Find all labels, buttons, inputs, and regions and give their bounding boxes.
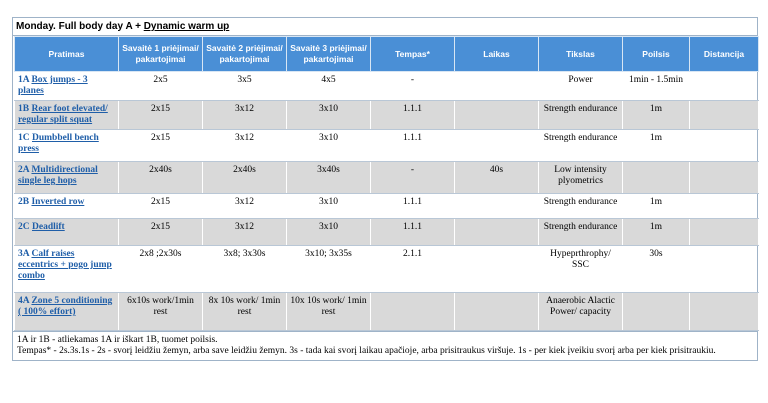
- cell-rest: 1m: [623, 194, 690, 219]
- cell-distance: [690, 72, 759, 101]
- cell-tempo: -: [371, 162, 455, 194]
- cell-week-1: 2x40s: [119, 162, 203, 194]
- header-time: Laikas: [455, 37, 539, 72]
- exercise-code: 2A: [18, 165, 32, 175]
- exercise-code: 1A: [18, 75, 32, 85]
- cell-goal: Strength endurance: [539, 219, 623, 246]
- cell-week-3: 3x10: [287, 194, 371, 219]
- cell-rest: 30s: [623, 246, 690, 293]
- exercise-cell: [15, 293, 119, 331]
- exercise-code: 4A: [18, 296, 32, 306]
- cell-week-3: 4x5: [287, 72, 371, 101]
- cell-week-2: 2x40s: [203, 162, 287, 194]
- exercise-cell: [15, 72, 119, 101]
- header-tempo: Tempas*: [371, 37, 455, 72]
- cell-week-2: 3x5: [203, 72, 287, 101]
- exercise-cell: [15, 162, 119, 194]
- cell-goal: Strength endurance: [539, 194, 623, 219]
- cell-rest: 1m: [623, 130, 690, 162]
- cell-tempo: 1.1.1: [371, 194, 455, 219]
- exercise-cell: [15, 130, 119, 162]
- cell-week-1: 2x15: [119, 101, 203, 130]
- exercise-cell: [15, 246, 119, 293]
- cell-week-3: 3x10; 3x35s: [287, 246, 371, 293]
- cell-week-1: 2x5: [119, 72, 203, 101]
- cell-rest: [623, 293, 690, 331]
- cell-goal: Low intensity plyometrics: [539, 162, 623, 194]
- exercise-link[interactable]: Calf raises eccentrics + pogo jump combo: [18, 249, 112, 281]
- cell-distance: [690, 101, 759, 130]
- cell-tempo: 1.1.1: [371, 101, 455, 130]
- cell-week-2: 8x 10s work/ 1min rest: [203, 293, 287, 331]
- title-prefix: Monday. Full body day A +: [16, 21, 144, 32]
- cell-week-1: 2x8 ;2x30s: [119, 246, 203, 293]
- exercise-code: 3A: [18, 249, 32, 259]
- cell-week-3: 3x10: [287, 130, 371, 162]
- cell-tempo: 1.1.1: [371, 219, 455, 246]
- cell-time: [455, 293, 539, 331]
- table-row: [15, 219, 759, 246]
- notes: [13, 331, 757, 360]
- cell-week-3: 10x 10s work/ 1min rest: [287, 293, 371, 331]
- header-rest: Poilsis: [623, 37, 690, 72]
- note-superset: 1A ir 1B - atliekamas 1A ir iškart 1B, tuomet poilsis.: [17, 335, 218, 345]
- exercise-link[interactable]: Deadlift: [32, 222, 65, 232]
- warmup-link[interactable]: Dynamic warm up: [143, 21, 230, 32]
- header-week-1: Savaitė 1 priėjimai/ pakartojimai: [119, 37, 203, 72]
- header-exercise: Pratimas: [15, 37, 119, 72]
- table-row: [15, 246, 759, 293]
- cell-goal: Hypeprthrophy/ SSC: [539, 246, 623, 293]
- exercise-code: 2B: [18, 197, 32, 207]
- table-row: [15, 72, 759, 101]
- cell-week-1: 2x15: [119, 130, 203, 162]
- cell-rest: 1m: [623, 219, 690, 246]
- cell-goal: Power: [539, 72, 623, 101]
- exercise-code: 2C: [18, 222, 32, 232]
- header-week-3: Savaitė 3 priėjimai/ pakartojimai: [287, 37, 371, 72]
- exercise-link[interactable]: Multidirectional single leg hops: [18, 165, 98, 186]
- table-row: [15, 293, 759, 331]
- cell-week-2: 3x12: [203, 194, 287, 219]
- cell-time: [455, 101, 539, 130]
- cell-week-2: 3x12: [203, 101, 287, 130]
- cell-tempo: 1.1.1: [371, 130, 455, 162]
- cell-tempo: -: [371, 72, 455, 101]
- exercise-cell: [15, 194, 119, 219]
- cell-distance: [690, 293, 759, 331]
- exercise-link[interactable]: Dumbbell bench press: [18, 133, 99, 154]
- cell-tempo: [371, 293, 455, 331]
- workout-table-container: [12, 17, 758, 361]
- cell-distance: [690, 130, 759, 162]
- exercise-code: 1C: [18, 133, 32, 143]
- note-tempo: Tempas* - 2s.3s.1s - 2s - svorį leidžiu žemyn, arba save leidžiu žemyn. 3s - tada kai svorį laikau apačioje, arba prisitraukus viršuje. 1s - per kiek įveikiu svorį arba per kiek prisitraukiu.: [17, 346, 716, 356]
- cell-distance: [690, 162, 759, 194]
- cell-time: [455, 72, 539, 101]
- cell-week-1: 2x15: [119, 194, 203, 219]
- cell-time: [455, 219, 539, 246]
- cell-rest: [623, 162, 690, 194]
- cell-goal: Strength endurance: [539, 101, 623, 130]
- exercise-cell: [15, 101, 119, 130]
- cell-week-2: 3x12: [203, 219, 287, 246]
- workout-table: [14, 36, 759, 331]
- cell-week-2: 3x12: [203, 130, 287, 162]
- cell-tempo: 2.1.1: [371, 246, 455, 293]
- table-row: [15, 162, 759, 194]
- exercise-link[interactable]: Zone 5 conditioning ( 100% effort): [18, 296, 113, 317]
- header-goal: Tikslas: [539, 37, 623, 72]
- cell-time: [455, 246, 539, 293]
- cell-week-1: 6x10s work/1min rest: [119, 293, 203, 331]
- cell-distance: [690, 194, 759, 219]
- cell-goal: Anaerobic Alactic Power/ capacity: [539, 293, 623, 331]
- cell-week-3: 3x40s: [287, 162, 371, 194]
- cell-distance: [690, 219, 759, 246]
- cell-week-3: 3x10: [287, 219, 371, 246]
- exercise-cell: [15, 219, 119, 246]
- cell-time: [455, 194, 539, 219]
- cell-week-2: 3x8; 3x30s: [203, 246, 287, 293]
- exercise-link[interactable]: Inverted row: [31, 197, 85, 207]
- table-row: [15, 194, 759, 219]
- page-title: [13, 18, 757, 36]
- table-row: [15, 130, 759, 162]
- cell-time: [455, 130, 539, 162]
- cell-rest: 1min - 1.5min: [623, 72, 690, 101]
- cell-goal: Strength endurance: [539, 130, 623, 162]
- table-row: [15, 101, 759, 130]
- exercise-link[interactable]: Box jumps - 3 planes: [18, 75, 88, 96]
- header-distance: Distancija: [690, 37, 759, 72]
- cell-week-3: 3x10: [287, 101, 371, 130]
- header-week-2: Savaitė 2 priėjimai/ pakartojimai: [203, 37, 287, 72]
- cell-rest: 1m: [623, 101, 690, 130]
- cell-time: 40s: [455, 162, 539, 194]
- table-header-row: [15, 37, 759, 72]
- cell-week-1: 2x15: [119, 219, 203, 246]
- exercise-code: 1B: [18, 104, 32, 114]
- exercise-link[interactable]: Rear foot elevated/ regular split squat: [18, 104, 108, 125]
- cell-distance: [690, 246, 759, 293]
